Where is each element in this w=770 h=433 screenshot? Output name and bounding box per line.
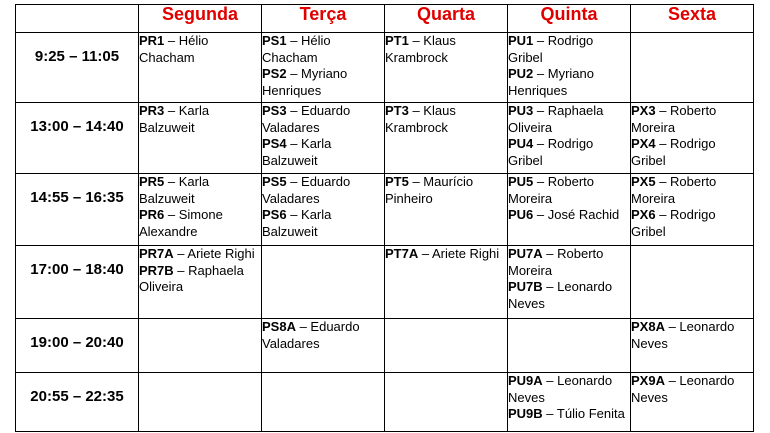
time-slot-cell: [16, 319, 139, 373]
class-entry: [262, 103, 384, 136]
class-code: PX3: [631, 103, 656, 118]
instructor-name: – Eduardo Valadares: [262, 103, 351, 135]
instructor-name: – Raphaela Oliveira: [508, 103, 604, 135]
class-code: PX6: [631, 207, 656, 222]
class-entry: [508, 103, 630, 136]
class-entry: [139, 174, 261, 207]
class-code: PS5: [262, 174, 287, 189]
schedule-cell: [139, 103, 262, 174]
schedule-cell: [508, 373, 631, 432]
schedule-cell: [508, 246, 631, 319]
instructor-name: – Karla Balzuweit: [262, 136, 332, 168]
time-slot-label: 19:00 – 20:40: [30, 334, 124, 351]
instructor-name: – Rodrigo Gribel: [631, 207, 716, 239]
class-code: PS3: [262, 103, 287, 118]
day-header-thursday: Quinta: [508, 5, 631, 33]
instructor-name: – Eduardo Valadares: [262, 174, 351, 206]
schedule-cell: [631, 103, 754, 174]
schedule-cell: [262, 33, 385, 103]
class-code: PT7A: [385, 246, 419, 261]
time-slot-label: 14:55 – 16:35: [30, 189, 124, 206]
class-entry: [508, 33, 630, 66]
class-entry: [631, 136, 753, 169]
schedule-cell: [385, 33, 508, 103]
instructor-name: – Hélio Chacham: [139, 33, 209, 65]
class-code: PR7A: [139, 246, 174, 261]
instructor-name: – Rodrigo Gribel: [508, 136, 594, 168]
class-code: PU1: [508, 33, 534, 48]
class-code: PU7B: [508, 279, 543, 294]
schedule-cell: [631, 246, 754, 319]
class-entry: [385, 33, 507, 66]
class-code: PX9A: [631, 373, 665, 388]
class-code: PT1: [385, 33, 409, 48]
time-slot-row: [16, 33, 754, 103]
schedule-cell: [262, 319, 385, 373]
instructor-name: – Klaus Krambrock: [385, 103, 456, 135]
time-slot-row: [16, 246, 754, 319]
instructor-name: – Leonardo Neves: [631, 319, 735, 351]
time-slot-row: [16, 103, 754, 174]
class-entry: [262, 174, 384, 207]
instructor-name: – Karla Balzuweit: [262, 207, 332, 239]
schedule-cell: [631, 33, 754, 103]
schedule-cell: [385, 246, 508, 319]
instructor-name: – Simone Alexandre: [139, 207, 223, 239]
class-entry: [139, 246, 261, 263]
class-entry: [508, 373, 630, 406]
time-slot-label: 17:00 – 18:40: [30, 261, 124, 278]
time-slot-row: [16, 373, 754, 432]
class-code: PS1: [262, 33, 287, 48]
class-entry: [385, 246, 507, 263]
instructor-name: – Eduardo Valadares: [262, 319, 360, 351]
class-entry: [139, 207, 261, 240]
class-code: PR5: [139, 174, 165, 189]
day-header-friday: Sexta: [631, 5, 754, 33]
time-slot-cell: [16, 246, 139, 319]
time-slot-label: 13:00 – 14:40: [30, 118, 124, 135]
schedule-cell: [262, 246, 385, 319]
class-code: PT5: [385, 174, 409, 189]
instructor-name: – Raphaela Oliveira: [139, 262, 244, 294]
class-code: PR1: [139, 33, 165, 48]
instructor-name: – Roberto Moreira: [631, 103, 717, 135]
instructor-name: – Karla Balzuweit: [139, 103, 210, 135]
class-code: PU2: [508, 66, 534, 81]
schedule-cell: [508, 103, 631, 174]
class-entry: [139, 33, 261, 66]
class-entry: [508, 136, 630, 169]
class-entry: [631, 103, 753, 136]
class-code: PU5: [508, 174, 534, 189]
class-entry: [139, 263, 261, 296]
schedule-cell: [508, 174, 631, 246]
class-entry: [385, 174, 507, 207]
instructor-name: – Túlio Fenita: [542, 406, 625, 421]
class-entry: [508, 66, 630, 99]
schedule-cell: [508, 319, 631, 373]
class-entry: [262, 66, 384, 99]
schedule-table: [15, 4, 754, 432]
schedule-cell: [139, 174, 262, 246]
class-entry: [262, 207, 384, 240]
instructor-name: – Leonardo Neves: [508, 279, 613, 311]
day-header-monday: Segunda: [139, 5, 262, 33]
class-entry: [508, 246, 630, 279]
schedule-cell: [262, 174, 385, 246]
class-entry: [508, 174, 630, 207]
class-code: PS6: [262, 207, 287, 222]
schedule-cell: [139, 33, 262, 103]
instructor-name: – Rodrigo Gribel: [508, 33, 594, 65]
day-header-wednesday: Quarta: [385, 5, 508, 33]
class-entry: [508, 207, 630, 224]
time-slot-cell: [16, 103, 139, 174]
schedule-cell: [631, 373, 754, 432]
time-slot-cell: [16, 373, 139, 432]
class-entry: [508, 406, 630, 423]
schedule-cell: [262, 103, 385, 174]
class-entry: [631, 174, 753, 207]
instructor-name: – Klaus Krambrock: [385, 33, 456, 65]
class-code: PX8A: [631, 319, 665, 334]
instructor-name: – Roberto Moreira: [631, 174, 717, 206]
schedule-cell: [139, 373, 262, 432]
instructor-name: – Leonardo Neves: [631, 373, 735, 405]
class-code: PS2: [262, 66, 287, 81]
class-entry: [631, 207, 753, 240]
time-slot-label: 20:55 – 22:35: [30, 388, 124, 405]
instructor-name: – Hélio Chacham: [262, 33, 331, 65]
class-code: PU7A: [508, 246, 543, 261]
class-entry: [262, 33, 384, 66]
class-entry: [262, 136, 384, 169]
instructor-name: – Roberto Moreira: [508, 174, 594, 206]
time-slot-cell: [16, 33, 139, 103]
time-slot-label: 9:25 – 11:05: [34, 48, 120, 65]
schedule-cell: [631, 174, 754, 246]
class-entry: [385, 103, 507, 136]
schedule-cell: [139, 246, 262, 319]
schedule-cell: [385, 373, 508, 432]
instructor-name: – Roberto Moreira: [508, 246, 604, 278]
schedule-cell: [385, 103, 508, 174]
instructor-name: – Leonardo Neves: [508, 373, 613, 405]
class-entry: [631, 319, 753, 352]
day-header-tuesday: Terça: [262, 5, 385, 33]
schedule-cell: [631, 319, 754, 373]
instructor-name: – Karla Balzuweit: [139, 174, 210, 206]
class-code: PR6: [139, 207, 165, 222]
schedule-cell: [508, 33, 631, 103]
class-code: PS8A: [262, 319, 296, 334]
class-code: PT3: [385, 103, 409, 118]
time-slot-cell: [16, 174, 139, 246]
class-entry: [631, 373, 753, 406]
corner-cell: [16, 5, 139, 33]
schedule-cell: [385, 319, 508, 373]
header-row: [16, 5, 754, 33]
class-code: PS4: [262, 136, 287, 151]
class-code: PU9B: [508, 406, 543, 421]
schedule-cell: [262, 373, 385, 432]
class-entry: [262, 319, 384, 352]
class-code: PU9A: [508, 373, 543, 388]
instructor-name: – Ariete Righi: [173, 246, 255, 261]
class-code: PU3: [508, 103, 534, 118]
class-entry: [139, 103, 261, 136]
class-code: PX5: [631, 174, 656, 189]
time-slot-row: [16, 319, 754, 373]
class-code: PR7B: [139, 262, 174, 278]
class-code: PX4: [631, 136, 656, 151]
instructor-name: – Ariete Righi: [418, 246, 500, 261]
instructor-name: – Rodrigo Gribel: [631, 136, 716, 168]
instructor-name: – Maurício Pinheiro: [385, 174, 474, 206]
class-code: PU4: [508, 136, 534, 151]
instructor-name: – Myriano Henriques: [508, 66, 594, 98]
instructor-name: – José Rachid: [533, 207, 620, 222]
class-code: PU6: [508, 207, 534, 222]
instructor-name: – Myriano Henriques: [262, 66, 348, 98]
time-slot-row: [16, 174, 754, 246]
schedule-cell: [385, 174, 508, 246]
class-code: PR3: [139, 103, 165, 118]
class-entry: [508, 279, 630, 312]
schedule-cell: [139, 319, 262, 373]
